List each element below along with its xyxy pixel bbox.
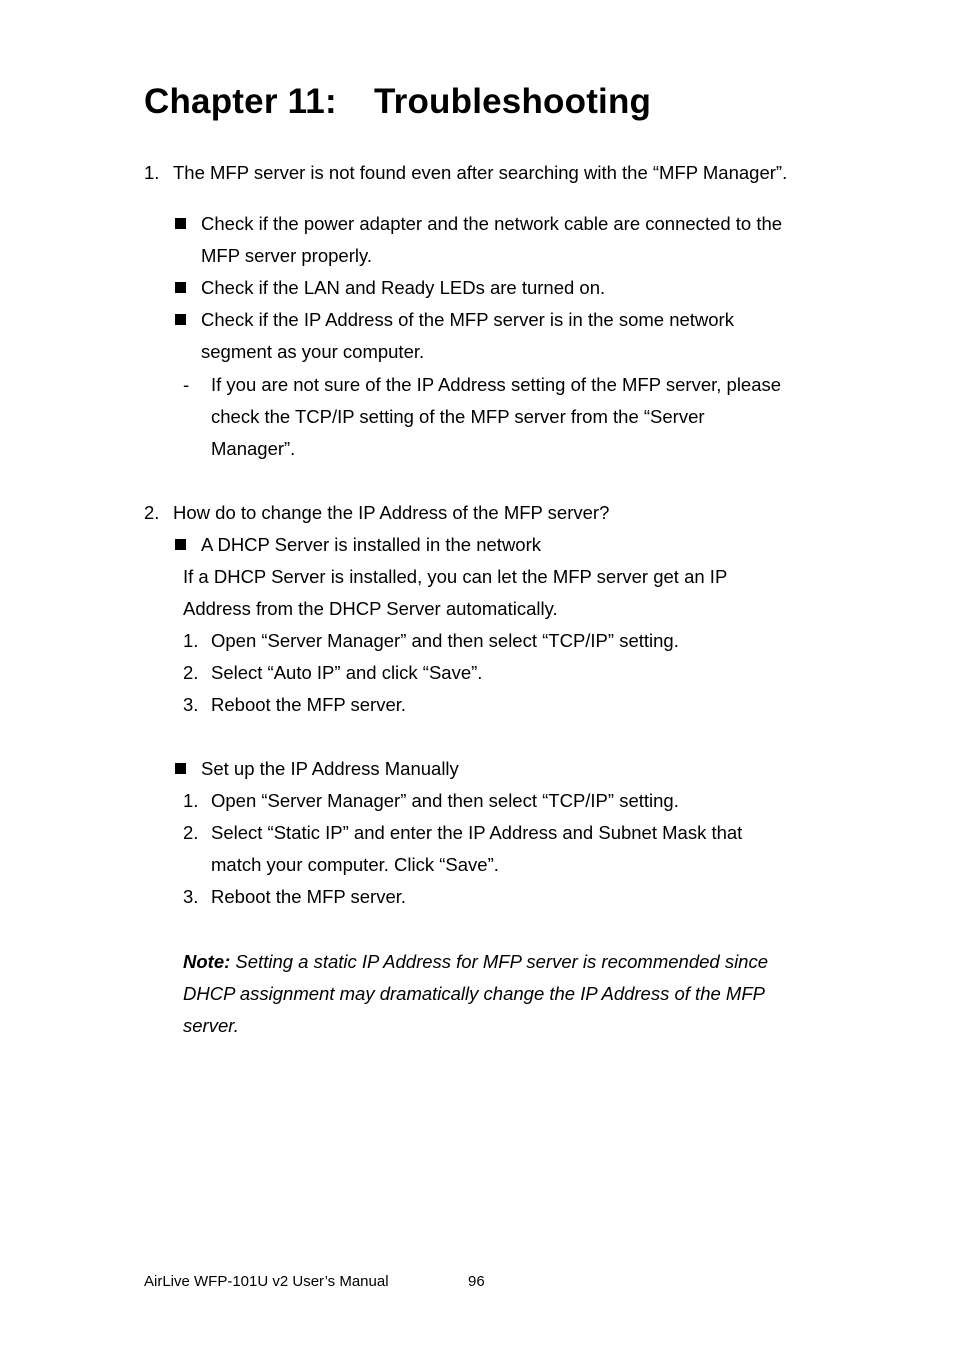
note-line-1 <box>183 950 768 974</box>
q1-bullet-1-line-2: MFP server properly. <box>201 245 372 266</box>
dhcp-step-1-marker: 1. <box>183 630 199 651</box>
dhcp-step-2-marker: 2. <box>183 662 199 683</box>
dhcp-intro-line-2: Address from the DHCP Server automatically. <box>183 598 558 619</box>
manual-step-3-marker: 3. <box>183 886 199 907</box>
q1-dash-line-1: If you are not sure of the IP Address setting of the MFP server, please <box>211 374 782 395</box>
chapter-number: Chapter 11: <box>144 82 337 121</box>
dhcp-step-3-text: Reboot the MFP server. <box>211 694 407 715</box>
bullet-square-icon <box>175 314 186 325</box>
note-line-2: DHCP assignment may dramatically change the IP Address of the MFP <box>183 983 765 1004</box>
bullet-square-icon <box>175 539 186 550</box>
q1-dash-line-2: check the TCP/IP setting of the MFP server from the “Server <box>211 406 705 427</box>
dhcp-intro-line-1: If a DHCP Server is installed, you can let the MFP server get an IP <box>183 566 728 587</box>
question-2-text: How do to change the IP Address of the MFP server? <box>173 502 610 523</box>
manual-step-3-text: Reboot the MFP server. <box>211 886 407 907</box>
dhcp-heading: A DHCP Server is installed in the network <box>201 534 542 555</box>
footer-manual-title: AirLive WFP-101U v2 User’s Manual <box>144 1273 389 1290</box>
dhcp-step-1-text: Open “Server Manager” and then select “TCP/IP” setting. <box>211 630 679 651</box>
bullet-square-icon <box>175 282 186 293</box>
dhcp-step-2-text: Select “Auto IP” and click “Save”. <box>211 662 483 683</box>
manual-step-2-line-1: Select “Static IP” and enter the IP Address and Subnet Mask that <box>211 822 743 843</box>
note-label: Note: <box>183 951 231 972</box>
dhcp-step-3-marker: 3. <box>183 694 199 715</box>
question-1-text: The MFP server is not found even after searching with the “MFP Manager”. <box>173 162 788 183</box>
question-1-marker: 1. <box>144 162 160 183</box>
manual-step-2-marker: 2. <box>183 822 199 843</box>
q1-bullet-3-line-1: Check if the IP Address of the MFP server is in the some network <box>201 309 734 330</box>
q1-bullet-3-line-2: segment as your computer. <box>201 341 425 362</box>
manual-step-2-line-2: match your computer. Click “Save”. <box>211 854 499 875</box>
manual-step-1-marker: 1. <box>183 790 199 811</box>
bullet-square-icon <box>175 218 186 229</box>
q1-bullet-2-line-1: Check if the LAN and Ready LEDs are turned on. <box>201 277 606 298</box>
manual-heading: Set up the IP Address Manually <box>201 758 459 779</box>
question-2-marker: 2. <box>144 502 160 523</box>
note-text-1: Setting a static IP Address for MFP server is recommended since <box>230 951 769 972</box>
note-line-3: server. <box>183 1015 239 1036</box>
q1-bullet-1-line-1: Check if the power adapter and the network cable are connected to the <box>201 213 783 234</box>
chapter-name: Troubleshooting <box>374 82 652 121</box>
bullet-square-icon <box>175 763 186 774</box>
dash-marker: - <box>183 374 190 395</box>
chapter-title <box>144 80 651 124</box>
q1-dash-line-3: Manager”. <box>211 438 296 459</box>
manual-step-1-text: Open “Server Manager” and then select “TCP/IP” setting. <box>211 790 679 811</box>
footer-page-number: 96 <box>468 1273 485 1290</box>
